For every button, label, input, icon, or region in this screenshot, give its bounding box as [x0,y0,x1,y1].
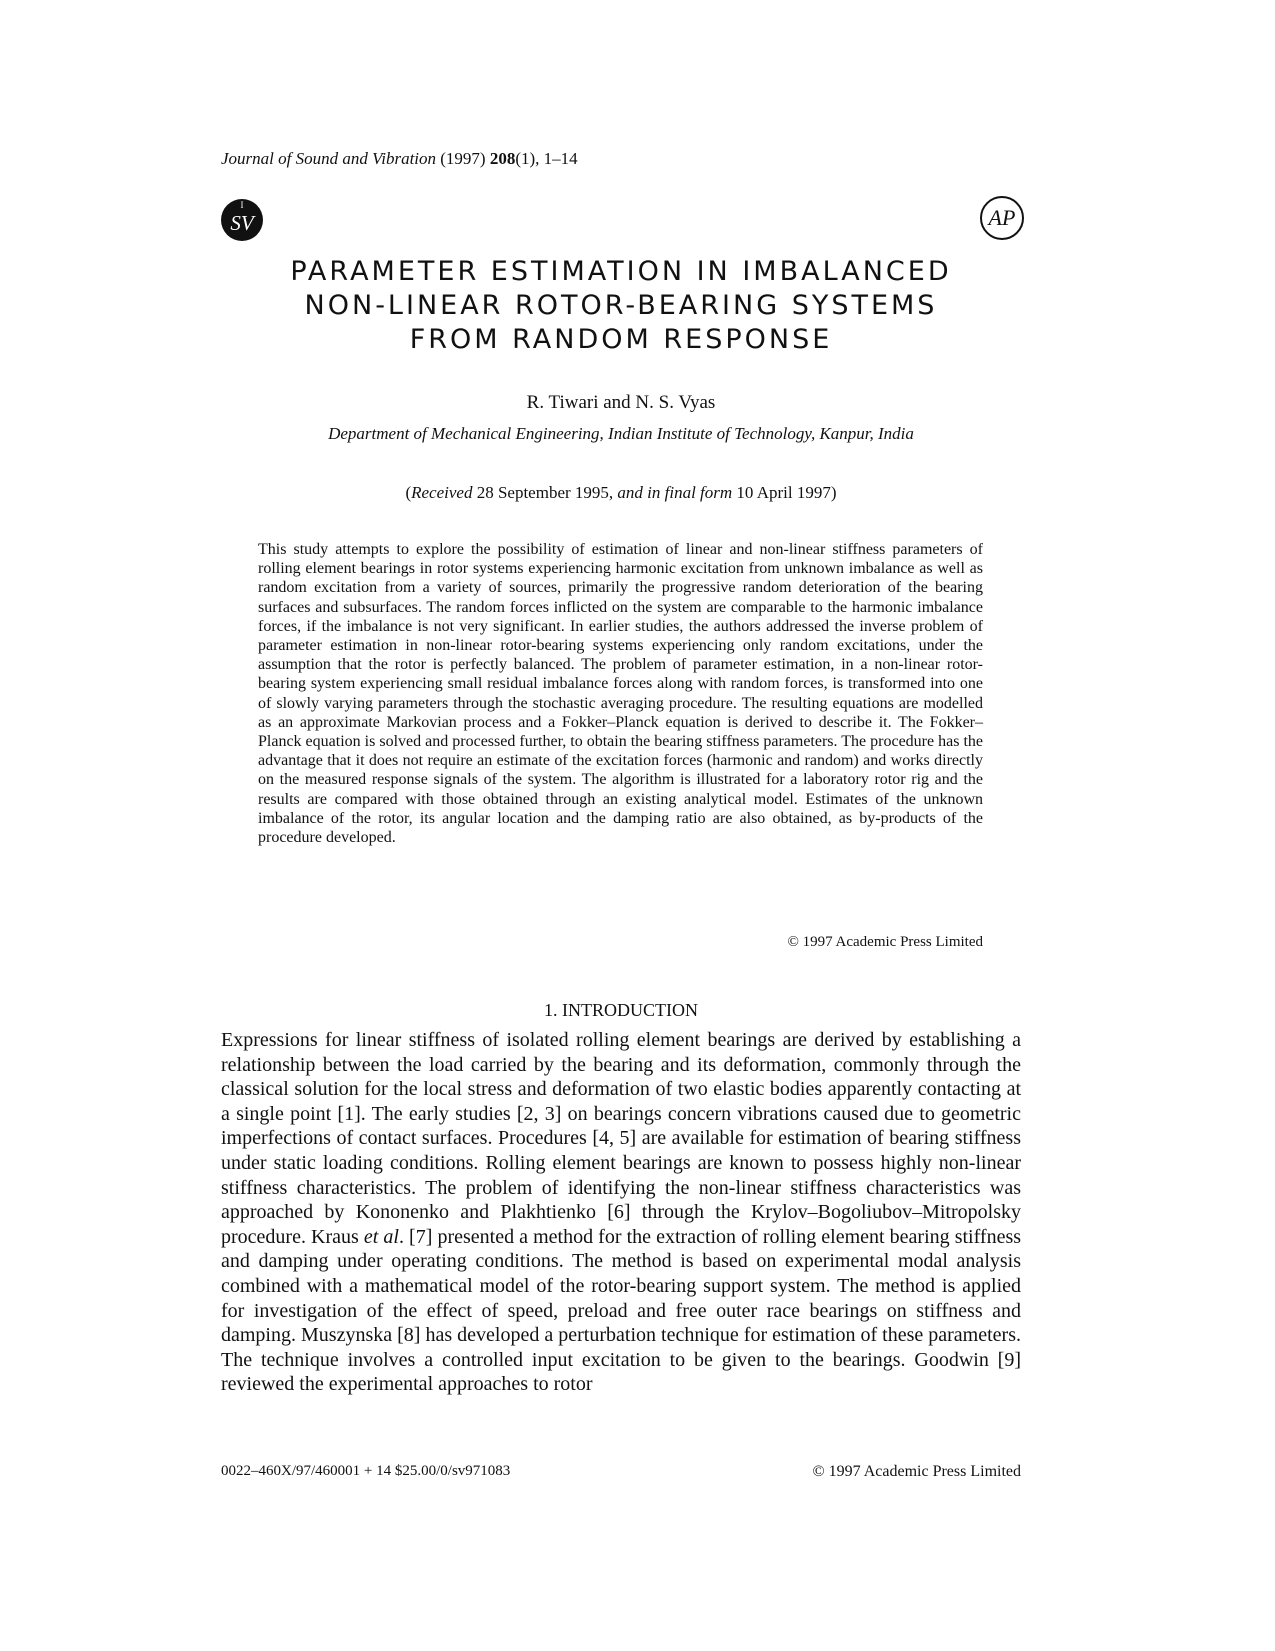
affiliation: Department of Mechanical Engineering, Indian Institute of Technology, Kanpur, India [328,424,914,443]
authors: R. Tiwari and N. S. Vyas [526,392,716,413]
journal-citation [221,149,578,169]
journal-volume: 208 [489,149,516,168]
footer-article-code: 0022–460X/97/460001 + 14 $25.00/0/sv971083 [221,1463,511,1479]
sv-logo-top: I [240,200,244,210]
received-dates: (Received 28 September 1995, and in final form 10 April 1997) [405,483,837,502]
abstract-text: This study attempts to explore the possibility of estimation of linear and non-linear stiffness parameters of rolling element bearings in rotor systems experiencing harmonic excitation from unknown imbalance as well as random excitation from a variety of sources, primarily the progressive random deterioration of the bearing surfaces and subsurfaces. The random forces inflicted on the system are comparable to the harmonic imbalance forces, if the imbalance is not very significant. In earlier studies, the authors addressed the inverse problem of parameter estimation in non-linear rotor-bearing systems experiencing only random excitations, under the assumption that the rotor is perfectly balanced. The problem of parameter estimation, in a non-linear rotor-bearing system experiencing small residual imbalance forces along with random forces, is transformed into one of slowly varying parameters through the stochastic averaging procedure. The resulting equations are modelled as an approximate Markovian process and a Fokker–Planck equation is derived to describe it. The Fokker–Planck equation is solved and processed further, to obtain the bearing stiffness parameters. The procedure has the advantage that it does not require an estimate of the excitation forces (harmonic and random) and works directly on the measured response signals of the system. The algorithm is illustrated for a laboratory rotor rig and the results are compared with those obtained through an existing analytical model. Estimates of the unknown imbalance of the rotor, its angular location and the damping ratio are also obtained, as by-products of the procedure developed. [258,541,983,847]
final-date: 10 April 1997 [736,483,831,502]
abstract-copyright: © 1997 Academic Press Limited [787,934,983,950]
journal-issue-pages: (1), 1–14 [515,149,578,168]
received-date: 28 September 1995, [476,483,614,502]
intro-text-after: . [7] presented a method for the extraction of rolling element bearing stiffness and damping under operating conditions. The method is based on experimental modal analysis combined with a mathematical model of the rotor-bearing support system. The method is applied for investigation of the effect of speed, preload and free outer race bearings on stiffness and damping. Muszynska [8] has developed a perturbation technique for estimation of these parameters. The technique involves a controlled input excitation to be given to the bearings. Goodwin [9] reviewed the experimental approaches to rotor [221,1225,1022,1396]
intro-et-al: et al [363,1225,399,1248]
title-line-3: FROM RANDOM RESPONSE [409,324,833,355]
ap-logo-icon: AP [980,196,1024,240]
title-line-1: PARAMETER ESTIMATION IN IMBALANCED [290,256,952,287]
introduction-paragraph [221,1028,1021,1397]
article-title [221,255,1021,357]
section-heading-introduction: 1. INTRODUCTION [544,1000,698,1020]
final-form-text: and in final form [617,483,733,502]
received-word: Received [411,483,473,502]
title-line-2: NON-LINEAR ROTOR-BEARING SYSTEMS [304,290,938,321]
intro-text-before: Expressions for linear stiffness of isolated rolling element bearings are derived by establishing a relationship between the load carried by the bearing and its deformation, commonly through the classical solution for the local stress and deformation of two elastic bodies apparently contacting at a single point [1]. The early studies [2, 3] on bearings concern vibrations caused due to geometric imperfections of contact surfaces. Procedures [4, 5] are available for estimation of bearing stiffness under static loading conditions. Rolling element bearings are known to possess highly non-linear stiffness characteristics. The problem of identifying the non-linear stiffness characteristics was approached by Kononenko and Plakhtienko [6] through the Krylov–Bogoliubov–Mitropolsky procedure. Kraus [221,1029,1021,1248]
journal-year: (1997) [440,149,486,168]
journal-name: Journal of Sound and Vibration [221,149,437,168]
footer-copyright: © 1997 Academic Press Limited [812,1463,1021,1480]
sv-logo-main: SV [230,211,254,235]
sv-logo-icon [221,199,263,241]
